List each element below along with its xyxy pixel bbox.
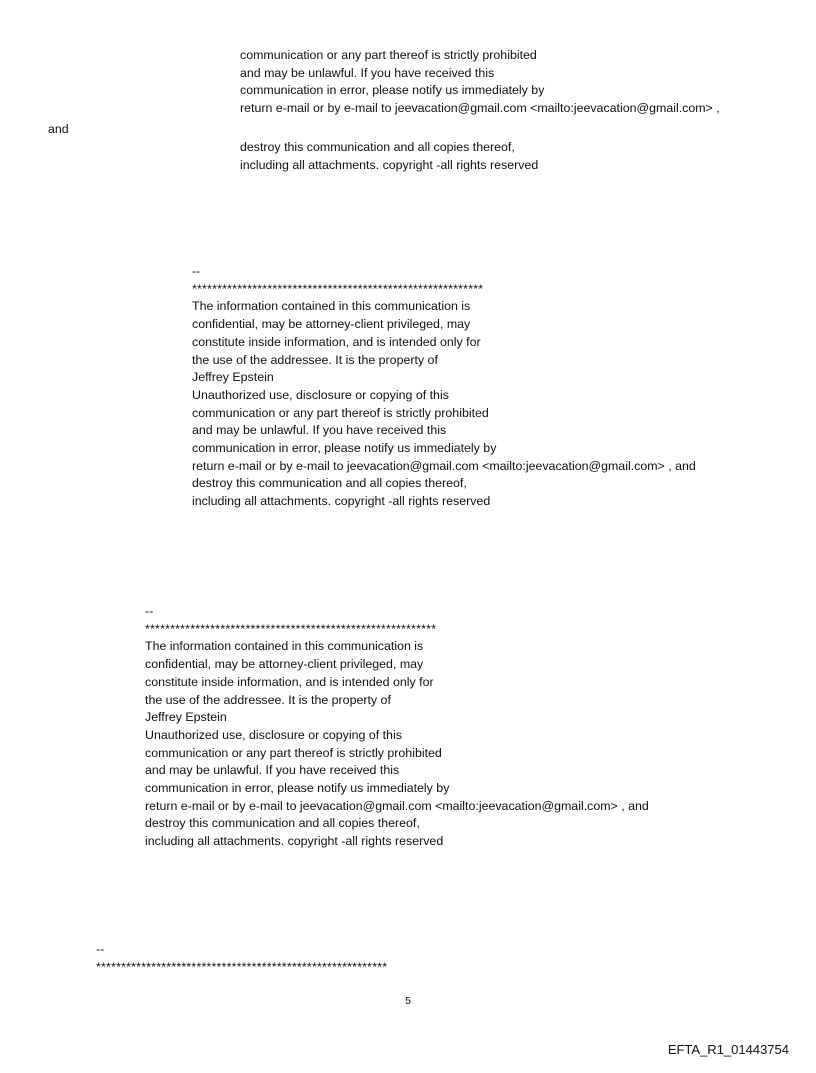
- disclaimer-block-2: [192, 263, 696, 511]
- separator-dashes: --: [145, 604, 154, 618]
- text-line: communication or any part thereof is strictly prohibited: [145, 745, 442, 760]
- text-line: confidential, may be attorney-client privileged, may: [145, 657, 424, 672]
- text-line: return e-mail or by e-mail to jeevacation@gmail.com <mailto:jeevacation@gmail.com> , and: [192, 458, 696, 473]
- text-line: Unauthorized use, disclosure or copying of this: [145, 727, 402, 742]
- page-number: 5: [405, 995, 411, 1007]
- text-line: The information contained in this communication is: [192, 299, 471, 314]
- text-line: including all attachments. copyright -all rights reserved: [145, 834, 444, 849]
- text-line: communication or any part thereof is strictly prohibited: [240, 48, 537, 62]
- separator-stars: **********************************************************: [145, 621, 437, 636]
- text-line: communication in error, please notify us immediately by: [145, 781, 450, 796]
- bates-number: EFTA_R1_01443754: [667, 1042, 789, 1057]
- text-line: return e-mail or by e-mail to jeevacation@gmail.com <mailto:jeevacation@gmail.com> ,: [240, 101, 720, 116]
- text-line: confidential, may be attorney-client privileged, may: [192, 317, 471, 332]
- text-line: destroy this communication and all copies thereof,: [240, 140, 515, 154]
- wrapped-word: and: [48, 122, 69, 136]
- separator-stars: **********************************************************: [96, 959, 388, 974]
- separator-dashes: --: [192, 264, 201, 278]
- text-line: constitute inside information, and is intended only for: [145, 674, 434, 689]
- text-line: destroy this communication and all copies thereof,: [192, 476, 467, 491]
- text-line: Jeffrey Epstein: [192, 370, 274, 385]
- text-line: and may be unlawful. If you have received this: [240, 65, 495, 80]
- text-line: Jeffrey Epstein: [145, 710, 227, 725]
- text-line: the use of the addressee. It is the property of: [192, 352, 438, 367]
- text-line: including all attachments. copyright -all rights reserved: [192, 494, 491, 509]
- text-line: constitute inside information, and is intended only for: [192, 334, 481, 349]
- text-line: return e-mail or by e-mail to jeevacation@gmail.com <mailto:jeevacation@gmail.com> , and: [145, 798, 649, 813]
- text-line: communication in error, please notify us immediately by: [192, 441, 497, 456]
- text-line: and may be unlawful. If you have received this: [192, 423, 447, 438]
- text-line: communication or any part thereof is strictly prohibited: [192, 405, 489, 420]
- top-disclaimer-block: [240, 47, 720, 118]
- text-line: communication in error, please notify us immediately by: [240, 83, 545, 98]
- bottom-separator: [96, 941, 387, 976]
- text-line: including all attachments. copyright -all rights reserved: [240, 157, 539, 172]
- top-disclaimer-tail: [240, 139, 538, 174]
- text-line: The information contained in this communication is: [145, 639, 424, 654]
- disclaimer-block-3: [145, 603, 649, 851]
- text-line: the use of the addressee. It is the property of: [145, 692, 391, 707]
- text-line: destroy this communication and all copies thereof,: [145, 816, 420, 831]
- text-line: Unauthorized use, disclosure or copying of this: [192, 387, 449, 402]
- text-line: and may be unlawful. If you have received this: [145, 763, 400, 778]
- separator-dashes: --: [96, 942, 105, 956]
- separator-stars: **********************************************************: [192, 281, 484, 296]
